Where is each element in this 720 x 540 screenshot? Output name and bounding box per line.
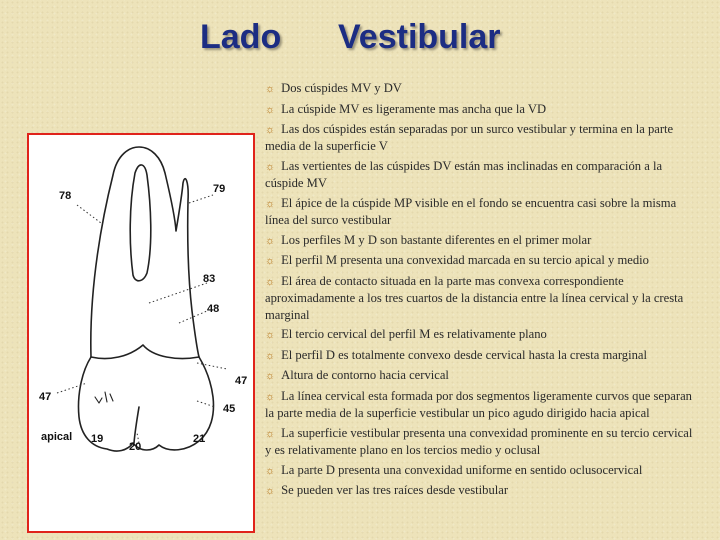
bullet-item <box>265 482 693 499</box>
title-word-lado: Lado <box>200 18 282 56</box>
bullet-text: El ápice de la cúspide MP visible en el fondo se encuentra casi sobre la misma línea del surco vestibular <box>265 195 677 228</box>
label-21: 21 <box>193 433 206 445</box>
bullet-text: La superficie vestibular presenta una convexidad prominente en su tercio cervical y es relativamente plano en los tercios medio y oclusal <box>265 425 693 458</box>
label-20: 20 <box>129 441 142 453</box>
bullet-item <box>265 80 693 97</box>
bullet-item <box>265 326 693 343</box>
bullet-text: El tercio cervical del perfil M es relativamente plano <box>281 327 547 342</box>
sun-ornament-icon: ☼ <box>265 197 276 210</box>
bullet-item <box>265 252 693 269</box>
sun-ornament-icon: ☼ <box>265 161 276 174</box>
sun-ornament-icon: ☼ <box>265 329 276 342</box>
bullet-text: La parte D presenta una convexidad uniforme en sentido oclusocervical <box>281 462 643 477</box>
bullet-text: La línea cervical esta formada por dos segmentos ligeramente curvos que separan la parte media de la superficie vestibular un pico agudo dirigido hacia apical <box>265 389 692 421</box>
bullet-item <box>265 425 693 459</box>
bullet-item <box>265 121 693 155</box>
sun-ornament-icon: ☼ <box>265 427 276 440</box>
label-83: 83 <box>203 273 216 285</box>
sun-ornament-icon: ☼ <box>265 485 276 498</box>
bullet-text: Se pueden ver las tres raíces desde vestibular <box>281 483 509 498</box>
bullet-text: La cúspide MV es ligeramente mas ancha que la VD <box>281 101 547 116</box>
bullet-item <box>265 462 693 479</box>
sun-ornament-icon: ☼ <box>265 103 276 116</box>
bullet-item <box>265 232 693 249</box>
label-78: 78 <box>59 190 72 202</box>
sun-ornament-icon: ☼ <box>265 464 276 477</box>
bullet-item <box>265 101 693 118</box>
sun-ornament-icon: ☼ <box>265 124 276 137</box>
bullet-text: Altura de contorno hacia cervical <box>281 368 449 383</box>
bullet-text: Las dos cúspides están separadas por un surco vestibular y termina en la parte media de la superficie V <box>265 122 674 154</box>
label-45: 45 <box>223 403 236 415</box>
sun-ornament-icon: ☼ <box>265 349 276 362</box>
bullet-item <box>265 195 693 229</box>
label-48: 48 <box>207 303 220 315</box>
sun-ornament-icon: ☼ <box>265 234 276 247</box>
bullet-item <box>265 367 693 384</box>
label-apical: apical <box>41 431 73 443</box>
tooth-illustration <box>27 133 255 533</box>
bullet-item <box>265 273 693 323</box>
sun-ornament-icon: ☼ <box>265 83 276 95</box>
cervical-line <box>91 345 199 359</box>
bullet-text: El perfil D es totalmente convexo desde cervical hasta la cresta marginal <box>281 347 647 362</box>
bullet-item <box>265 388 693 422</box>
label-47-left: 47 <box>39 391 52 403</box>
label-79: 79 <box>213 183 226 195</box>
sun-ornament-icon: ☼ <box>265 391 276 404</box>
root-outline <box>91 147 199 357</box>
sun-ornament-icon: ☼ <box>265 255 276 268</box>
label-47-right: 47 <box>235 375 248 387</box>
root-gap <box>130 165 151 281</box>
bullet-item <box>265 158 693 192</box>
bullet-text: El área de contacto situada en la parte mas convexa correspondiente aproximadamente a los tres cuartos de la distancia entre la línea cervical y la cresta marginal <box>265 274 684 322</box>
label-19: 19 <box>91 433 104 445</box>
sun-ornament-icon: ☼ <box>265 370 276 383</box>
bullet-text: El perfil M presenta una convexidad marcada en su tercio apical y medio <box>281 253 649 268</box>
bullet-text: Los perfiles M y D son bastante diferentes en el primer molar <box>281 232 592 247</box>
bullet-item <box>265 347 693 364</box>
bullet-text: Dos cúspides MV y DV <box>281 81 402 95</box>
sun-ornament-icon: ☼ <box>265 276 276 289</box>
title-word-vestibular: Vestibular <box>338 18 501 56</box>
bullet-list <box>265 80 693 503</box>
bullet-text: Las vertientes de las cúspides DV están mas inclinadas en comparación a la cúspide MV <box>265 159 663 191</box>
